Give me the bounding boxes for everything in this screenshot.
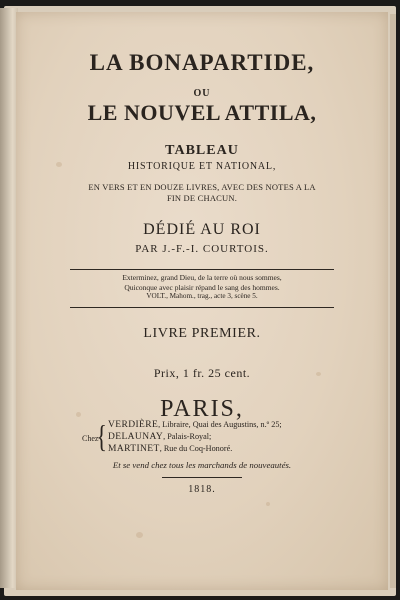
seller-2: DELAUNAY, Palais-Royal; [108, 432, 212, 442]
page-edge-right [390, 14, 396, 588]
year-rule [162, 477, 242, 478]
seller-1: VERDIÈRE, Libraire, Quai des Augustins, n.º 25; [108, 420, 282, 430]
title-page-text [16, 12, 388, 590]
epigraph-line-1: Exterminez, grand Dieu, de la terre où nous sommes, [122, 273, 282, 282]
seller-3: MARTINET, Rue du Coq-Honoré. [108, 444, 233, 454]
epigraph-rule-top [70, 269, 334, 270]
chez-label: Chez [82, 434, 99, 443]
price: Prix, 1 fr. 25 cent. [153, 366, 251, 380]
tableau-heading: TABLEAU [165, 143, 239, 158]
dedication: DÉDIÉ AU ROI [143, 221, 261, 238]
city: PARIS, [160, 396, 244, 422]
title-line-1: LA BONAPARTIDE, [89, 50, 315, 75]
also-sold-note: Et se vend chez tous les marchands de nouveautés. [112, 460, 292, 470]
description-line-2: FIN DE CHACUN. [166, 193, 238, 203]
description-line-1: EN VERS ET EN DOUZE LIVRES, AVEC DES NOTES A LA [88, 182, 316, 192]
epigraph-line-2: Quiconque avec plaisir répand le sang des hommes. [124, 282, 280, 292]
brace-glyph: { [96, 418, 108, 454]
subtitle: HISTORIQUE ET NATIONAL, [127, 161, 277, 172]
epigraph-citation: VOLT., Mahom., trag., acte 3, scène 5. [146, 292, 258, 300]
author: PAR J.-F.-I. COURTOIS. [135, 243, 269, 255]
epigraph-rule-bottom [70, 307, 334, 308]
title-ou: OU [193, 88, 211, 99]
epigraph [70, 273, 334, 302]
year: 1818. [188, 484, 216, 495]
title-line-2: LE NOUVEL ATTILA, [87, 100, 317, 125]
book-number: LIVRE PREMIER. [143, 326, 261, 341]
description [16, 182, 388, 204]
